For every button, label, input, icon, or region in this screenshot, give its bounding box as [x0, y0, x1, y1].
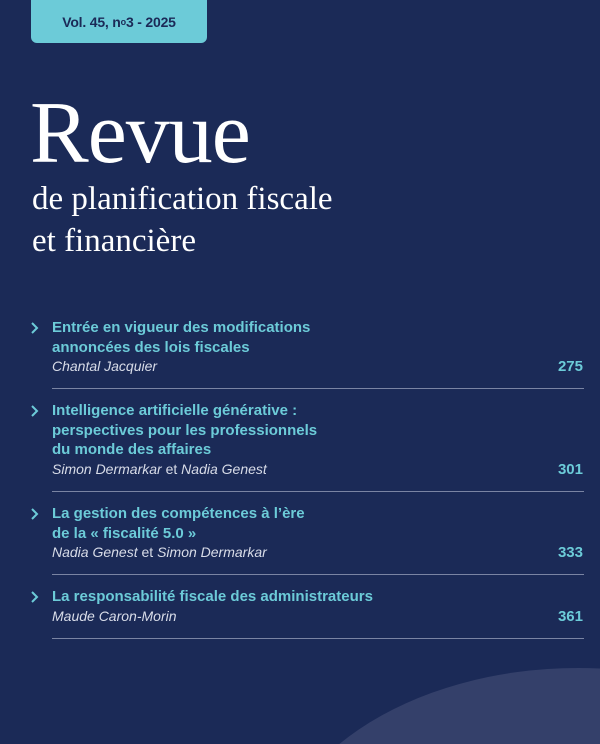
toc-entry[interactable] — [28, 504, 584, 562]
toc-entry[interactable] — [28, 587, 584, 626]
badge-rest: 3 - 2025 — [125, 13, 176, 30]
chevron-right-icon — [28, 402, 42, 420]
toc-page-number: 275 — [557, 358, 583, 375]
toc-title-line: La responsabilité fiscale des administrateurs — [52, 588, 373, 605]
subtitle-line-2: et financière — [32, 223, 196, 259]
toc-authors — [52, 460, 584, 479]
toc-title-line: de la « fiscalité 5.0 » — [52, 524, 197, 542]
toc-entry[interactable] — [28, 318, 584, 376]
toc-author: Chantal Jacquier — [52, 358, 158, 374]
badge-sup: o — [120, 16, 126, 27]
journal-title: Revue — [30, 85, 250, 182]
toc-author-conj: et — [141, 544, 154, 560]
toc-author: Nadia Genest — [52, 544, 138, 560]
toc-authors — [52, 607, 584, 626]
divider — [52, 388, 584, 389]
badge-vol: Vol. 45, n — [62, 13, 121, 30]
toc-entry[interactable] — [28, 401, 584, 479]
toc-title-line: La gestion des compétences à l’ère — [52, 505, 305, 522]
chevron-right-icon — [28, 319, 42, 337]
toc-title-line: Intelligence artificielle générative : — [52, 402, 298, 419]
divider — [52, 574, 584, 575]
toc-author: Simon Dermarkar — [157, 544, 267, 560]
toc-authors — [52, 357, 584, 376]
toc-page-number: 361 — [557, 608, 583, 625]
chevron-right-icon — [28, 588, 42, 606]
toc-author: Nadia Genest — [181, 460, 267, 477]
toc-title-line: perspectives pour les professionnels — [52, 421, 318, 439]
toc-author: Simon Dermarkar — [52, 460, 162, 477]
subtitle-line-1: de planification fiscale — [32, 181, 333, 217]
issue-badge — [31, 0, 207, 43]
toc-author: Maude Caron-Morin — [52, 607, 177, 624]
toc-author-conj: et — [165, 460, 178, 477]
toc-title-line: annoncées des lois fiscales — [52, 338, 250, 356]
table-of-contents — [28, 318, 584, 651]
journal-subtitle — [32, 178, 333, 262]
toc-page-number: 333 — [557, 544, 583, 561]
toc-page-number: 301 — [557, 461, 583, 478]
toc-authors — [52, 543, 584, 562]
decorative-circle — [268, 668, 600, 744]
divider — [52, 638, 584, 639]
toc-title-line: du monde des affaires — [52, 441, 212, 458]
chevron-right-icon — [28, 505, 42, 523]
toc-title-line: Entrée en vigueur des modifications — [52, 319, 311, 336]
divider — [52, 491, 584, 492]
